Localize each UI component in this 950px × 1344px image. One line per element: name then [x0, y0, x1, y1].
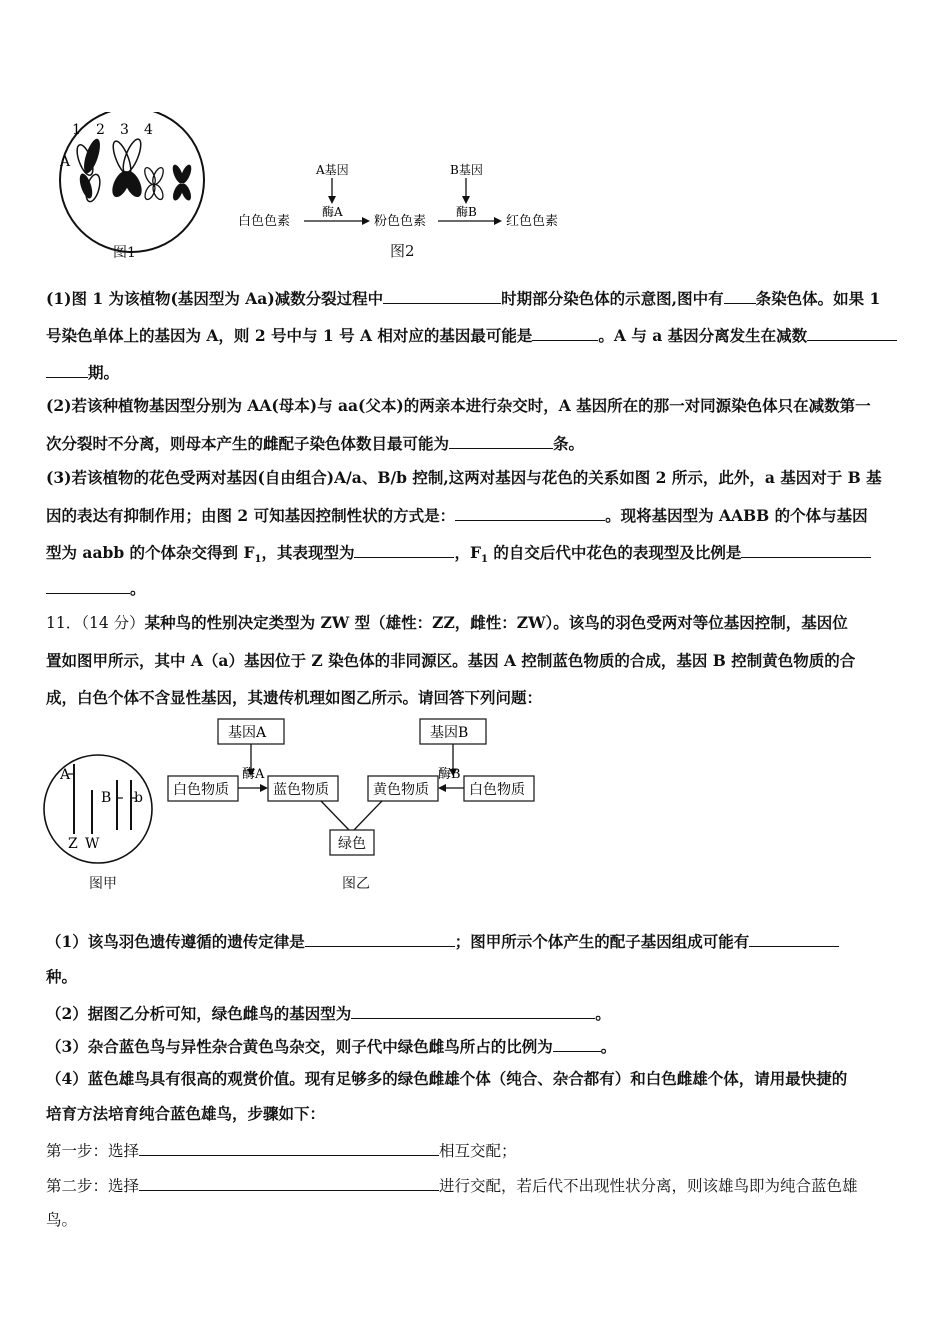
figure-jia	[42, 750, 162, 870]
q11-text: 第二步：选择	[46, 1177, 140, 1195]
q10-p1-line3	[46, 361, 119, 383]
answer-blank[interactable]	[741, 541, 871, 558]
q11-step1	[46, 1139, 517, 1161]
q10-text: ，F	[454, 543, 481, 562]
q11-text: 培育方法培育纯合蓝色雄鸟，步骤如下：	[46, 1104, 326, 1123]
q10-text: 的自交后代中花色的表现型及比例是	[487, 543, 742, 562]
answer-blank[interactable]	[749, 930, 839, 947]
z-chromosome-label: Z	[68, 836, 78, 852]
answer-blank[interactable]	[532, 324, 598, 341]
q11-s4-line1	[46, 1069, 847, 1089]
gene-a-label: A基因	[316, 163, 349, 177]
q11-intro-line3	[46, 688, 542, 708]
q11-text: 成，白色个体不含显性基因，其遗传机理如图乙所示。请回答下列问题：	[46, 688, 543, 707]
q10-text: 因的表达有抑制作用；由图 2 可知基因控制性状的方式是：	[46, 506, 456, 525]
gene-b-upper-mark: B	[101, 790, 112, 806]
answer-blank[interactable]	[553, 1035, 601, 1052]
answer-blank[interactable]	[354, 541, 454, 558]
figure-yi	[166, 716, 536, 866]
chromosome-position-diagram	[42, 750, 162, 870]
q11-text: 某种鸟的性别决定类型为 ZW 型（雄性：ZZ，雌性：ZW）。该鸟的羽色受两对等位基因控制，基因位	[144, 613, 848, 632]
blue-substance: 蓝色物质	[273, 782, 329, 798]
enzyme-a-text: 酶A	[242, 767, 265, 782]
answer-blank[interactable]	[46, 361, 88, 378]
gene-a-mark: A	[60, 767, 71, 783]
q10-text: 号染色单体上的基因为 A，则 2 号中与 1 号 A 相对应的基因最可能是	[46, 326, 533, 345]
question-number: 11．（14 分）	[46, 614, 145, 632]
q10-text: 型为 aabb 的个体杂交得到 F	[46, 543, 255, 562]
q11-s3	[46, 1035, 616, 1057]
chromosome-label-3: 3	[120, 122, 129, 138]
chromosome-label-1: 1	[72, 122, 81, 138]
answer-blank[interactable]	[455, 504, 605, 521]
figure-2-caption: 图2	[390, 242, 415, 260]
q10-text: 条。	[553, 434, 585, 453]
pink-pigment: 粉色色素	[374, 214, 427, 229]
answer-blank[interactable]	[807, 324, 897, 341]
q11-text: （3）杂合蓝色鸟与异性杂合黄色鸟杂交，则子代中绿色雌鸟所占的比例为	[46, 1037, 553, 1056]
answer-blank[interactable]	[449, 432, 553, 449]
enzyme-a-label: 酶A	[322, 205, 343, 219]
answer-blank[interactable]	[305, 930, 455, 947]
figure-yi-caption: 图乙	[342, 876, 370, 892]
q10-text: (1)图 1 为该植物(基因型为 Aa)减数分裂过程中	[46, 289, 384, 308]
q11-text: （2）据图乙分析可知，绿色雌鸟的基因型为	[46, 1004, 352, 1023]
q11-step2-end	[46, 1210, 77, 1230]
enzyme-b-label: 酶B	[456, 205, 477, 219]
yellow-substance: 黄色物质	[373, 782, 429, 798]
red-pigment: 红色色素	[506, 214, 559, 229]
q10-text: ，其表现型为	[261, 543, 355, 562]
q10-p3-line1	[46, 468, 882, 488]
gene-b-lower-mark: b	[134, 790, 143, 806]
q11-text: 进行交配，若后代不出现性状分离，则该雄鸟即为纯合蓝色雄	[439, 1177, 858, 1195]
q10-text: (3)若该植物的花色受两对基因(自由组合)A/a、B/b 控制,这两对基因与花色的关系如图 2 所示，此外，a 基因对于 B 基	[46, 468, 882, 487]
q10-p2-line1	[46, 396, 871, 416]
q11-text: 鸟。	[46, 1211, 78, 1229]
q11-text: ；图甲所示个体产生的配子基因组成可能有	[454, 932, 750, 951]
q11-text: 种。	[46, 967, 78, 986]
q10-text: 次分裂时不分离，则母本产生的雌配子染色体数目最可能为	[46, 434, 450, 453]
white-pigment: 白色色素	[238, 214, 291, 229]
subscript: 1	[254, 554, 262, 566]
answer-blank[interactable]	[139, 1139, 439, 1156]
q10-text: (2)若该种植物基因型分别为 AA(母本)与 aa(父本)的两亲本进行杂交时，A 基因所在的那一对同源染色体只在减数第一	[46, 396, 871, 415]
pathway-diagram	[166, 716, 536, 866]
q10-p1-line2	[46, 324, 897, 346]
gene-b-box: 基因B	[430, 725, 469, 741]
w-chromosome-label: W	[85, 836, 100, 852]
q11-step2	[46, 1174, 858, 1196]
answer-blank[interactable]	[351, 1002, 595, 1019]
answer-blank[interactable]	[139, 1174, 439, 1191]
q11-text: 第一步：选择	[46, 1142, 140, 1160]
q11-text: 。	[595, 1004, 611, 1023]
q11-text: （4）蓝色雄鸟具有很高的观赏价值。现有足够多的绿色雌雄个体（纯合、杂合都有）和白色雌雄个体，请用最快捷的	[46, 1069, 848, 1088]
gene-a-box: 基因A	[228, 725, 267, 741]
q10-text: 条染色体。如果 1	[755, 289, 881, 308]
q10-text: 。	[130, 579, 146, 598]
figure-1-caption: 图1	[113, 245, 136, 261]
q10-text: 。现将基因型为 AABB 的个体与基因	[605, 506, 868, 525]
green-result: 绿色	[338, 836, 366, 852]
q11-text: 置如图甲所示，其中 A（a）基因位于 Z 染色体的非同源区。基因 A 控制蓝色物质的合成，基因 B 控制黄色物质的合	[46, 651, 856, 670]
gene-b-label: B基因	[450, 163, 483, 177]
subscript: 1	[480, 554, 488, 566]
answer-blank[interactable]	[383, 287, 501, 304]
gene-label-a: A	[60, 154, 71, 170]
q11-intro-line2	[46, 651, 855, 671]
q10-text: 。A 与 a 基因分离发生在减数	[598, 326, 808, 345]
white-substance-right: 白色物质	[469, 782, 525, 798]
q10-p3-line2	[46, 504, 868, 526]
q11-s4-line2	[46, 1104, 325, 1124]
q11-text: （1）该鸟羽色遗传遵循的遗传定律是	[46, 932, 305, 951]
q10-text: 期。	[88, 363, 120, 382]
q10-p3-line3	[46, 541, 871, 570]
q11-s1-line1	[46, 930, 839, 952]
answer-blank[interactable]	[724, 287, 756, 304]
q11-text: 。	[600, 1037, 617, 1056]
figure-jia-caption: 图甲	[89, 876, 117, 892]
q10-p3-line4	[46, 577, 146, 599]
white-substance-left: 白色物质	[173, 782, 229, 798]
q11-text: 相互交配；	[439, 1142, 517, 1160]
q11-s1-line2	[46, 967, 77, 987]
q11-intro-line1	[46, 613, 848, 633]
chromosome-label-4: 4	[144, 122, 153, 138]
q10-p1-line1	[46, 287, 880, 309]
answer-blank[interactable]	[46, 577, 130, 594]
enzyme-b-text: 酶B	[438, 767, 461, 782]
chromosome-label-2: 2	[96, 122, 105, 138]
q11-s2	[46, 1002, 611, 1024]
q10-text: 时期部分染色体的示意图,图中有	[501, 289, 724, 308]
q10-p2-line2	[46, 432, 584, 454]
